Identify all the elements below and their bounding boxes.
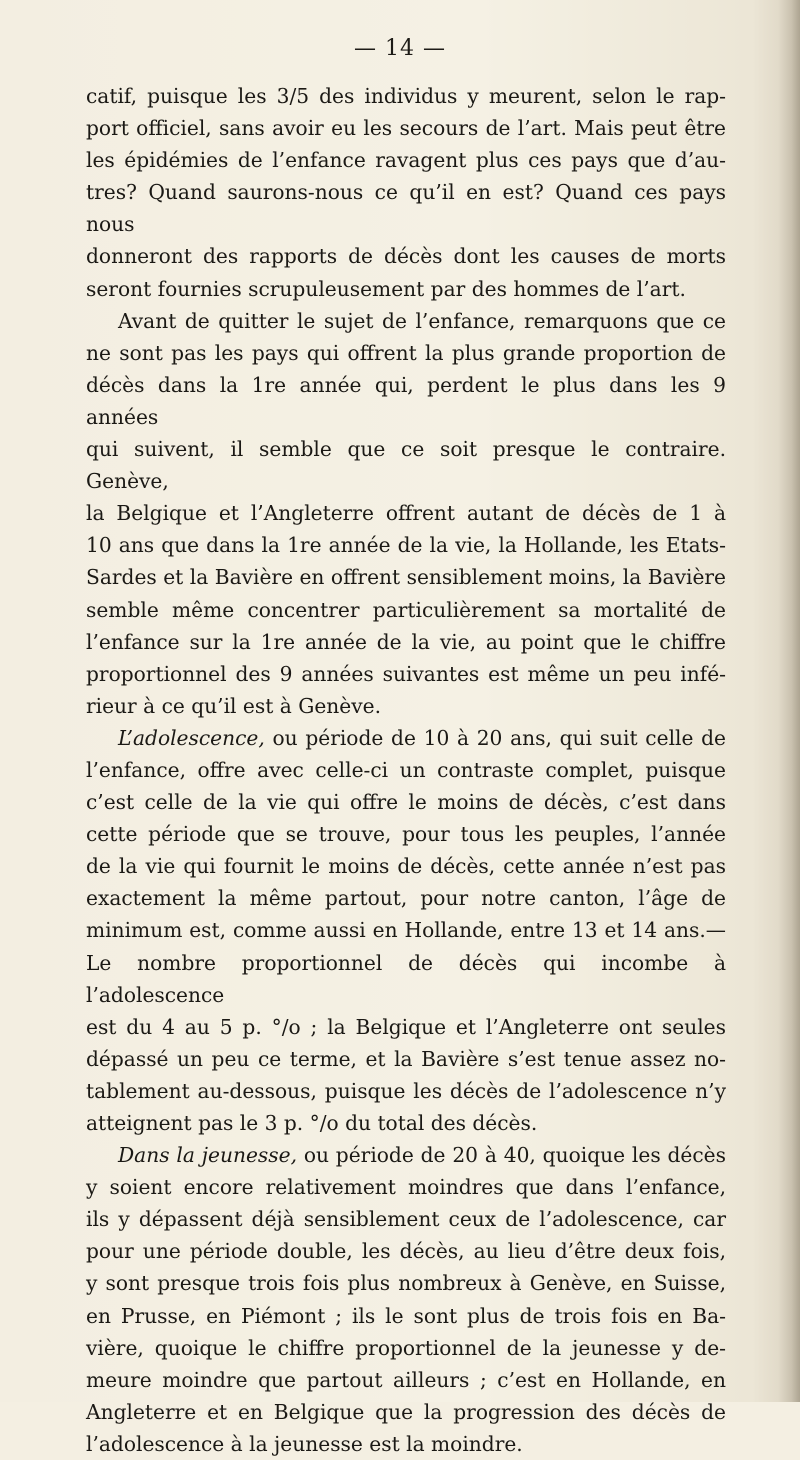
page-edge-shadow [778,0,800,1402]
text-line: tablement au-dessous, puisque les décès de l’adolescence n’y [86,1078,726,1103]
text-line: meure moindre que partout ailleurs ; c’est en Hollande, en [86,1367,726,1392]
text-line: seront fournies scrupuleusement par des hommes de l’art. [86,276,686,301]
text-line: en Prusse, en Piémont ; ils le sont plus de trois fois en Ba- [86,1303,726,1328]
text-line: ne sont pas les pays qui offrent la plus grande proportion de [86,340,726,365]
text-segment: ou période de 10 à 20 ans, qui suit celle de [264,725,726,750]
text-line: 10 ans que dans la 1re année de la vie, la Hollande, les Etats- [86,533,726,558]
text-line: rieur à ce qu’il est à Genève. [86,693,381,718]
text-line: catif, puisque les 3/5 des individus y meurent, selon le rap- [86,84,726,108]
text-line: exactement la même partout, pour notre canton, l’âge de [86,886,726,911]
page-number-header: — 14 — [354,36,446,61]
text-line: ils y dépassent déjà sensiblement ceux de l’adolescence, car [86,1207,726,1232]
text-line: minimum est, comme aussi en Hollande, entre 13 et 14 ans.— [86,918,726,943]
text-line: Le nombre proportionnel de décès qui incombe à l’adolescence [86,950,726,1007]
text-line: pour une période double, les décès, au lieu d’être deux fois, [86,1239,726,1264]
text-line: y sont presque trois fois plus nombreux à Genève, en Suisse, [86,1271,726,1296]
text-line: de la vie qui fournit le moins de décès, cette année n’est pas [86,854,726,879]
text-line: semble même concentrer particulièrement sa mortalité de [86,597,726,622]
text-line: est du 4 au 5 p. °/o ; la Belgique et l’Angleterre ont seules [86,1014,726,1039]
text-line: y soient encore relativement moindres que dans l’enfance, [86,1175,726,1200]
text-line: tres? Quand saurons-nous ce qu’il en est? Quand ces pays nous [86,180,726,237]
text-line: dépassé un peu ce terme, et la Bavière s’est tenue assez no- [86,1046,726,1071]
text-line: c’est celle de la vie qui offre le moins de décès, c’est dans [86,790,726,815]
text-line: la Belgique et l’Angleterre offrent autant de décès de 1 à [86,501,726,526]
text-line: l’enfance sur la 1re année de la vie, au point que le chiffre [86,629,726,654]
text-line: décès dans la 1re année qui, perdent le plus dans les 9 années [86,372,726,429]
jeunesse-first-line [86,1139,726,1171]
text-line: donneront des rapports de décès dont les causes de morts [86,244,726,269]
jeunesse-term: Dans la jeunesse, [118,1143,297,1168]
text-line: proportionnel des 9 années suivantes est même un peu infé- [86,661,726,686]
text-line: cette période que se trouve, pour tous les peuples, l’année [86,822,726,847]
text-line: l’adolescence à la jeunesse est la moindre. [86,1431,523,1456]
adolescence-term: L’adolescence, [118,725,265,750]
text-line: vière, quoique le chiffre proportionnel de la jeunesse y de- [86,1335,726,1360]
body-text [86,80,726,1460]
text-line: Sardes et la Bavière en offrent sensiblement moins, la Bavière [86,565,726,590]
text-line: l’enfance, offre avec celle-ci un contraste complet, puisque [86,757,726,782]
text-line: les épidémies de l’enfance ravagent plus ces pays que d’au- [86,148,726,173]
text-line: qui suivent, il semble que ce soit presque le contraire. Genève, [86,437,726,494]
text-line: port officiel, sans avoir eu les secours de l’art. Mais peut être [86,116,726,141]
text-line: Avant de quitter le sujet de l’enfance, remarquons que ce [118,308,726,333]
text-segment: ou période de 20 à 40, quoique les décès [296,1143,726,1168]
adolescence-first-line [86,722,726,754]
text-line: atteignent pas le 3 p. °/o du total des décès. [86,1111,538,1135]
text-line: Angleterre et en Belgique que la progression des décès de [86,1399,726,1424]
